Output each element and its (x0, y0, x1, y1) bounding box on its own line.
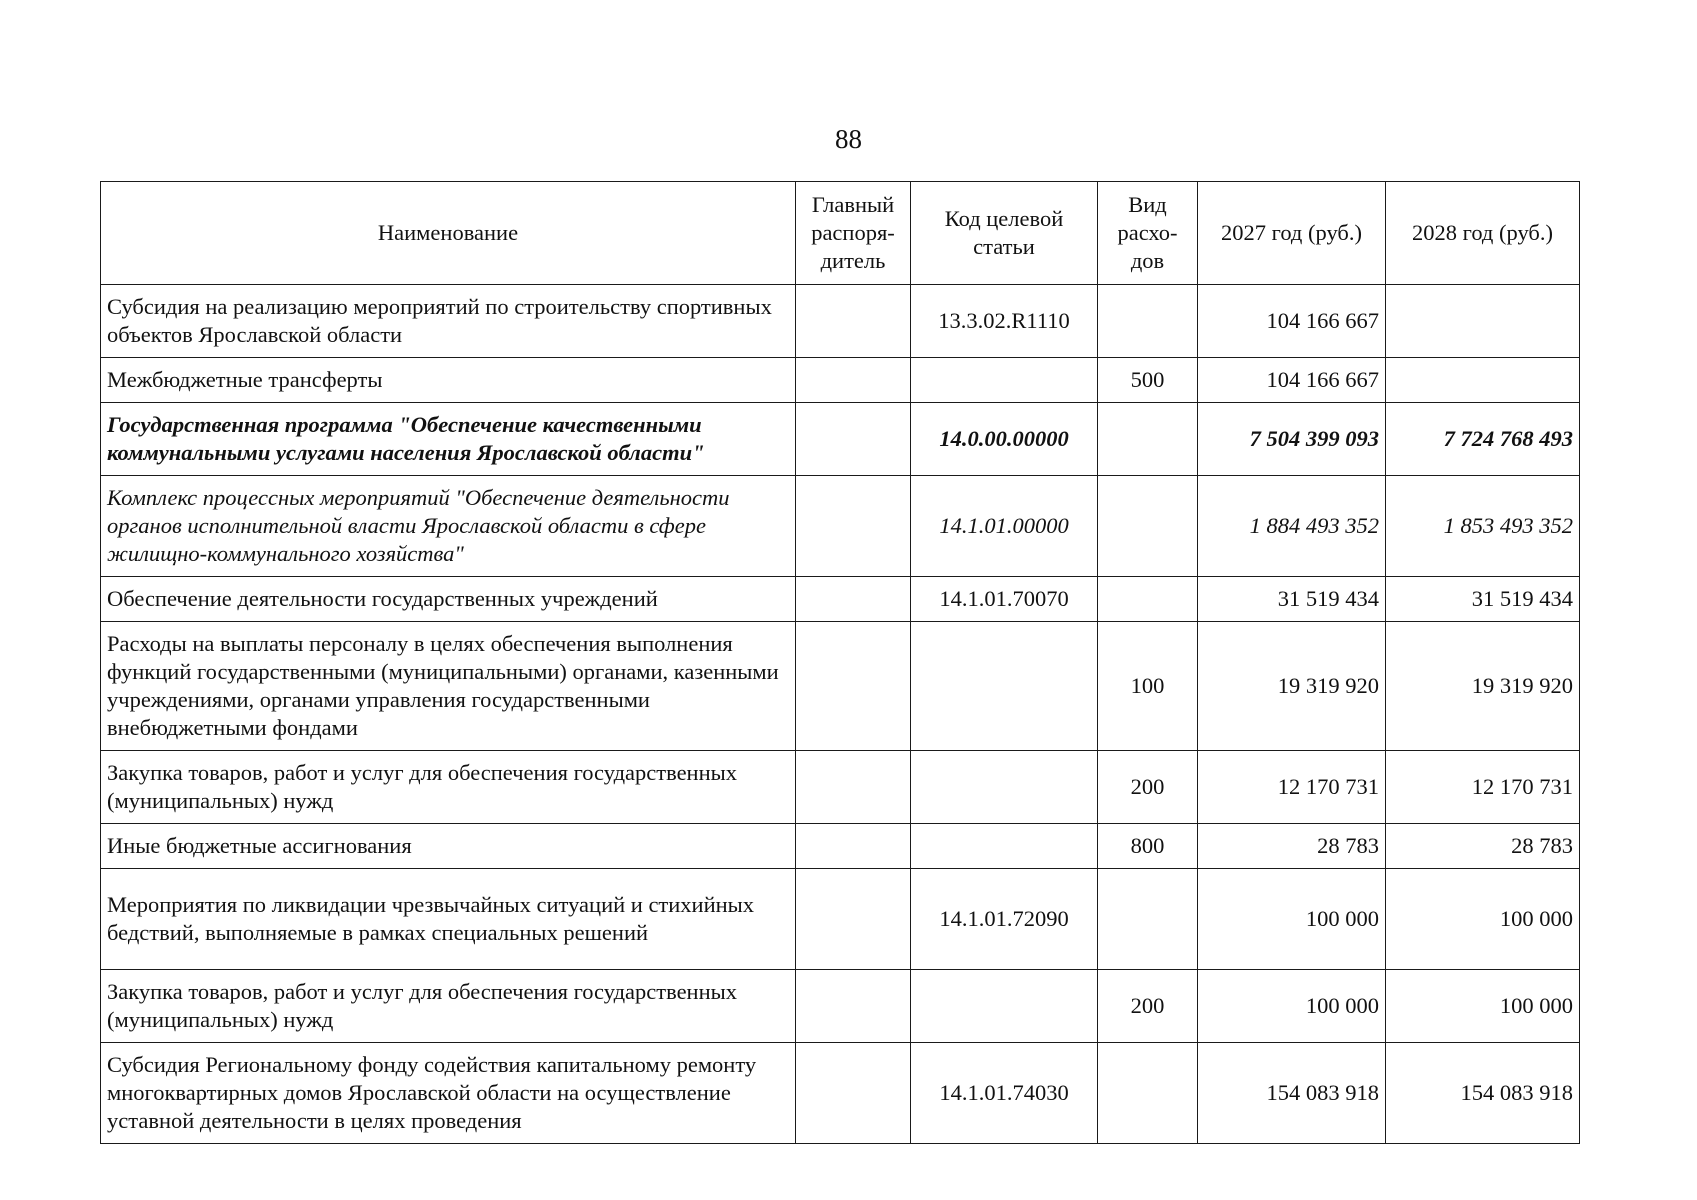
cell-name: Субсидия Региональному фонду содействия капитальному ремонту многоквартирных домов Ярославской области на осуществление уставной деятельности в целях проведения (101, 1043, 796, 1144)
table-row (101, 970, 1580, 1043)
header-code (911, 182, 1098, 285)
cell-2027: 31 519 434 (1198, 577, 1386, 622)
table-row-complex (101, 476, 1580, 577)
cell-manager (796, 970, 911, 1043)
cell-manager (796, 1043, 911, 1144)
cell-2028: 31 519 434 (1386, 577, 1580, 622)
cell-name: Межбюджетные трансферты (101, 358, 796, 403)
table-header-row (101, 182, 1580, 285)
cell-name: Мероприятия по ликвидации чрезвычайных ситуаций и стихийных бедствий, выполняемые в рамках специальных решений (101, 869, 796, 970)
cell-type (1098, 285, 1198, 358)
cell-2028: 19 319 920 (1386, 622, 1580, 751)
cell-2028: 100 000 (1386, 970, 1580, 1043)
header-manager-text: Главный распоря-дитель (811, 192, 895, 273)
cell-name: Государственная программа "Обеспечение качественными коммунальными услугами населения Ярославской области" (101, 403, 796, 476)
cell-2028: 7 724 768 493 (1386, 403, 1580, 476)
table-row (101, 869, 1580, 970)
cell-2027: 12 170 731 (1198, 751, 1386, 824)
table-row (101, 358, 1580, 403)
cell-manager (796, 824, 911, 869)
cell-name: Обеспечение деятельности государственных учреждений (101, 577, 796, 622)
cell-2027: 19 319 920 (1198, 622, 1386, 751)
header-type (1098, 182, 1198, 285)
cell-2028: 28 783 (1386, 824, 1580, 869)
cell-name: Расходы на выплаты персоналу в целях обеспечения выполнения функций государственными (муниципальными) органами, казенными учреждениями, органами управления государственными внебюджетными фондами (101, 622, 796, 751)
cell-name: Субсидия на реализацию мероприятий по строительству спортивных объектов Ярославской области (101, 285, 796, 358)
cell-code (911, 824, 1098, 869)
header-name-text: Наименование (377, 220, 519, 245)
header-manager (796, 182, 911, 285)
cell-2027: 100 000 (1198, 970, 1386, 1043)
table-row (101, 285, 1580, 358)
header-type-text: Вид расхо-дов (1117, 192, 1178, 273)
cell-2027: 28 783 (1198, 824, 1386, 869)
cell-2028: 1 853 493 352 (1386, 476, 1580, 577)
header-2028 (1386, 182, 1580, 285)
cell-2028 (1386, 285, 1580, 358)
cell-2027: 154 083 918 (1198, 1043, 1386, 1144)
cell-code: 14.1.01.00000 (911, 476, 1098, 577)
cell-manager (796, 622, 911, 751)
budget-table (100, 181, 1580, 1144)
cell-code: 14.1.01.70070 (911, 577, 1098, 622)
header-2027 (1198, 182, 1386, 285)
header-code-text: Код целевой статьи (944, 206, 1064, 259)
header-2027-text: 2027 год (руб.) (1221, 220, 1362, 245)
cell-code: 14.1.01.74030 (911, 1043, 1098, 1144)
cell-type (1098, 403, 1198, 476)
cell-manager (796, 285, 911, 358)
cell-2028: 154 083 918 (1386, 1043, 1580, 1144)
cell-2027: 104 166 667 (1198, 285, 1386, 358)
cell-2028 (1386, 358, 1580, 403)
cell-name: Комплекс процессных мероприятий "Обеспечение деятельности органов исполнительной власти Ярославской области в сфере жилищно-коммунального хозяйства" (101, 476, 796, 577)
cell-2027: 1 884 493 352 (1198, 476, 1386, 577)
cell-2027: 7 504 399 093 (1198, 403, 1386, 476)
cell-manager (796, 869, 911, 970)
cell-type (1098, 1043, 1198, 1144)
cell-type (1098, 869, 1198, 970)
cell-manager (796, 476, 911, 577)
cell-code (911, 970, 1098, 1043)
cell-type: 200 (1098, 751, 1198, 824)
cell-type: 500 (1098, 358, 1198, 403)
cell-name: Закупка товаров, работ и услуг для обеспечения государственных (муниципальных) нужд (101, 751, 796, 824)
table-row (101, 577, 1580, 622)
cell-manager (796, 403, 911, 476)
table-row-program (101, 403, 1580, 476)
cell-code (911, 358, 1098, 403)
cell-type (1098, 476, 1198, 577)
header-2028-text: 2028 год (руб.) (1412, 220, 1553, 245)
cell-manager (796, 751, 911, 824)
cell-2028: 12 170 731 (1386, 751, 1580, 824)
table-row (101, 1043, 1580, 1144)
cell-2027: 104 166 667 (1198, 358, 1386, 403)
table-row (101, 622, 1580, 751)
cell-2027: 100 000 (1198, 869, 1386, 970)
table-row (101, 751, 1580, 824)
cell-type: 100 (1098, 622, 1198, 751)
cell-name: Иные бюджетные ассигнования (101, 824, 796, 869)
cell-code: 14.0.00.00000 (911, 403, 1098, 476)
cell-type: 800 (1098, 824, 1198, 869)
cell-2028: 100 000 (1386, 869, 1580, 970)
cell-manager (796, 577, 911, 622)
page-number: 88 (835, 124, 862, 154)
cell-name: Закупка товаров, работ и услуг для обеспечения государственных (муниципальных) нужд (101, 970, 796, 1043)
cell-type (1098, 577, 1198, 622)
table-row (101, 824, 1580, 869)
cell-manager (796, 358, 911, 403)
cell-code: 14.1.01.72090 (911, 869, 1098, 970)
cell-type: 200 (1098, 970, 1198, 1043)
cell-code: 13.3.02.R1110 (911, 285, 1098, 358)
cell-code (911, 751, 1098, 824)
cell-code (911, 622, 1098, 751)
header-name (101, 182, 796, 285)
